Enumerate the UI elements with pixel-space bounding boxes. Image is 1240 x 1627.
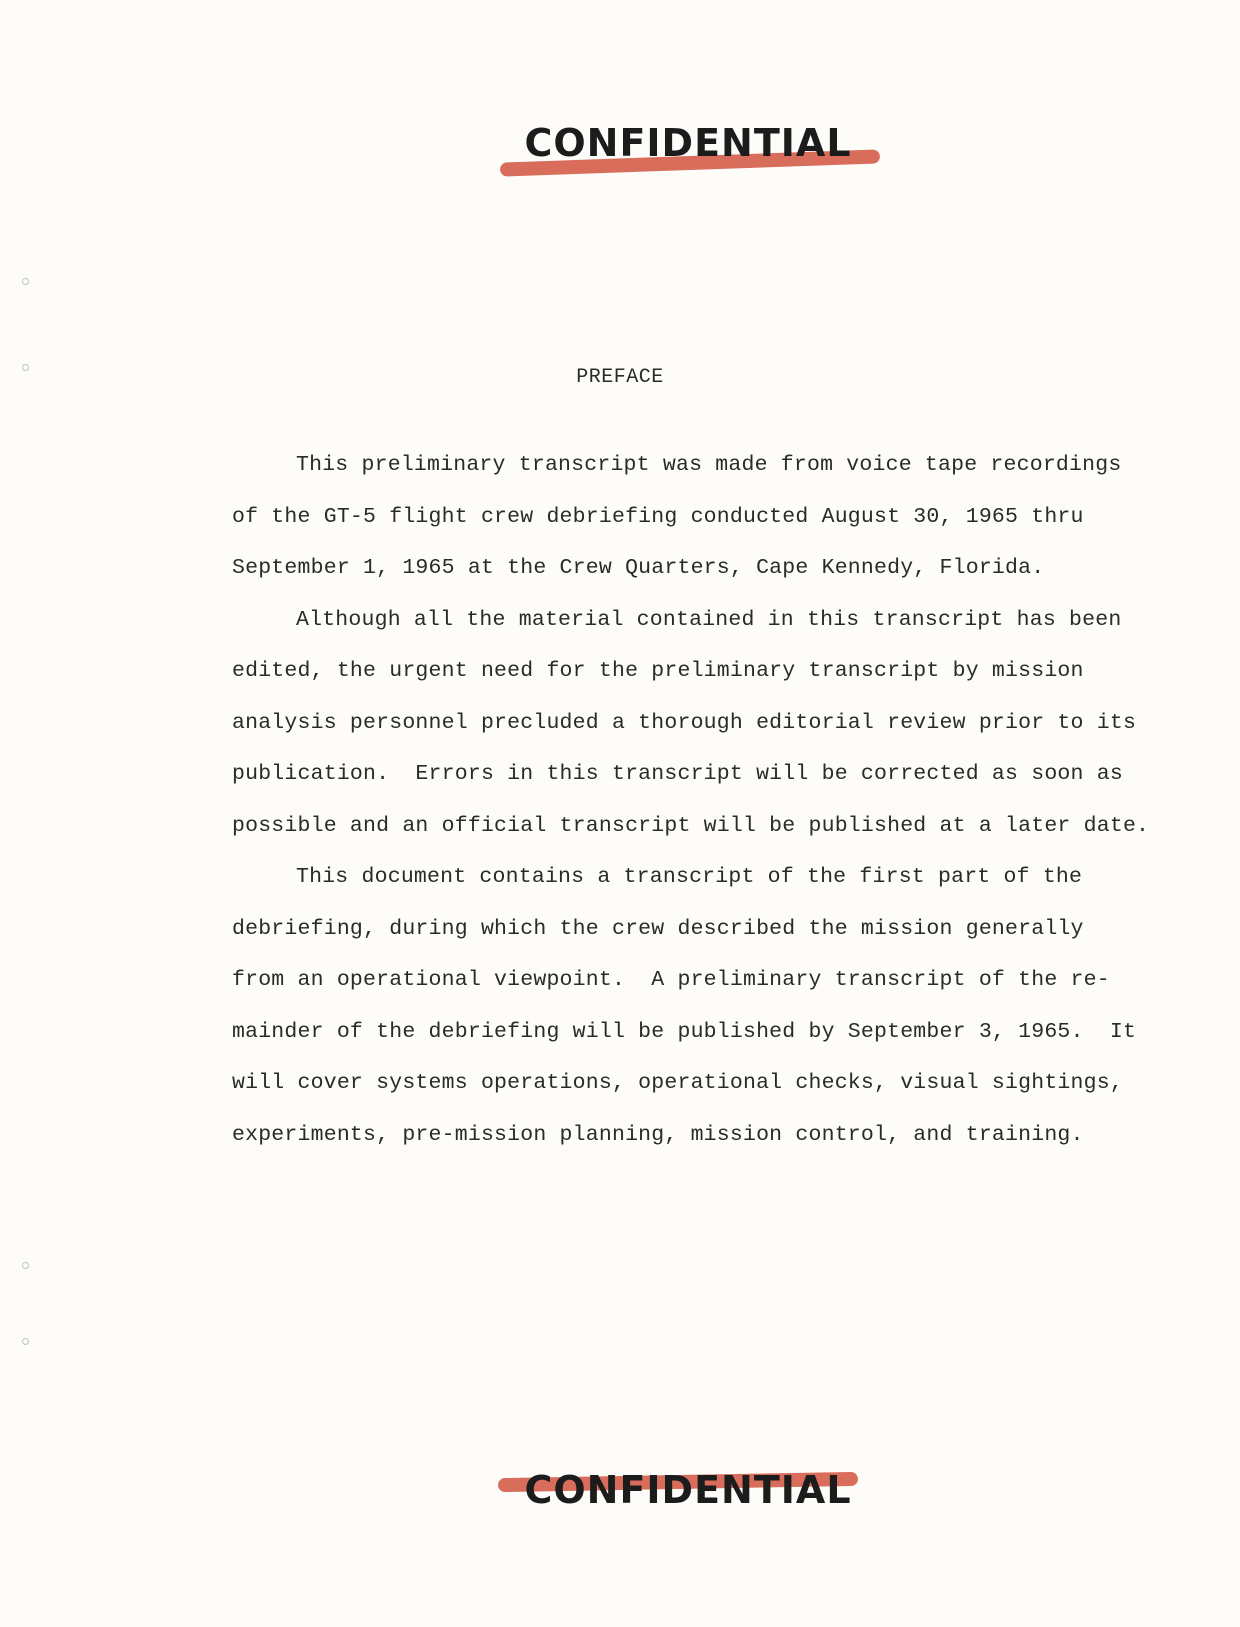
text-line: This preliminary transcript was made from voice tape recordings <box>296 453 1122 477</box>
stamp-text: CONFIDENTIAL <box>524 121 852 165</box>
page-title: PREFACE <box>576 366 664 389</box>
confidential-stamp-top <box>478 108 898 178</box>
text-line: This document contains a transcript of the first part of the <box>296 865 1083 889</box>
text-line: edited, the urgent need for the preliminary transcript by mission <box>232 659 1084 683</box>
confidential-stamp-bottom <box>478 1455 898 1525</box>
text-line: possible and an official transcript will be published at a later date. <box>232 813 1150 838</box>
binder-hole-mark <box>22 1262 29 1269</box>
preface-body <box>232 440 1150 1161</box>
text-line: Although all the material contained in this transcript has been <box>296 607 1122 632</box>
text-line: September 1, 1965 at the Crew Quarters, Cape Kennedy, Florida. <box>232 556 1045 580</box>
text-line: debriefing, during which the crew described the mission generally <box>232 916 1084 941</box>
stamp-text: CONFIDENTIAL <box>524 1468 852 1512</box>
text-line: publication. Errors in this transcript will be corrected as soon as <box>232 762 1123 786</box>
binder-hole-mark <box>22 1338 29 1345</box>
text-line: of the GT-5 flight crew debriefing conducted August 30, 1965 thru <box>232 504 1084 529</box>
text-line: from an operational viewpoint. A preliminary transcript of the re- <box>232 968 1110 992</box>
text-line: mainder of the debriefing will be published by September 3, 1965. It <box>232 1019 1137 1044</box>
binder-hole-mark <box>22 278 29 285</box>
binder-hole-mark <box>22 364 29 371</box>
text-line: will cover systems operations, operational checks, visual sightings, <box>232 1071 1123 1095</box>
text-line: experiments, pre-mission planning, mission control, and training. <box>232 1122 1084 1147</box>
text-line: analysis personnel precluded a thorough editorial review prior to its <box>232 710 1137 735</box>
